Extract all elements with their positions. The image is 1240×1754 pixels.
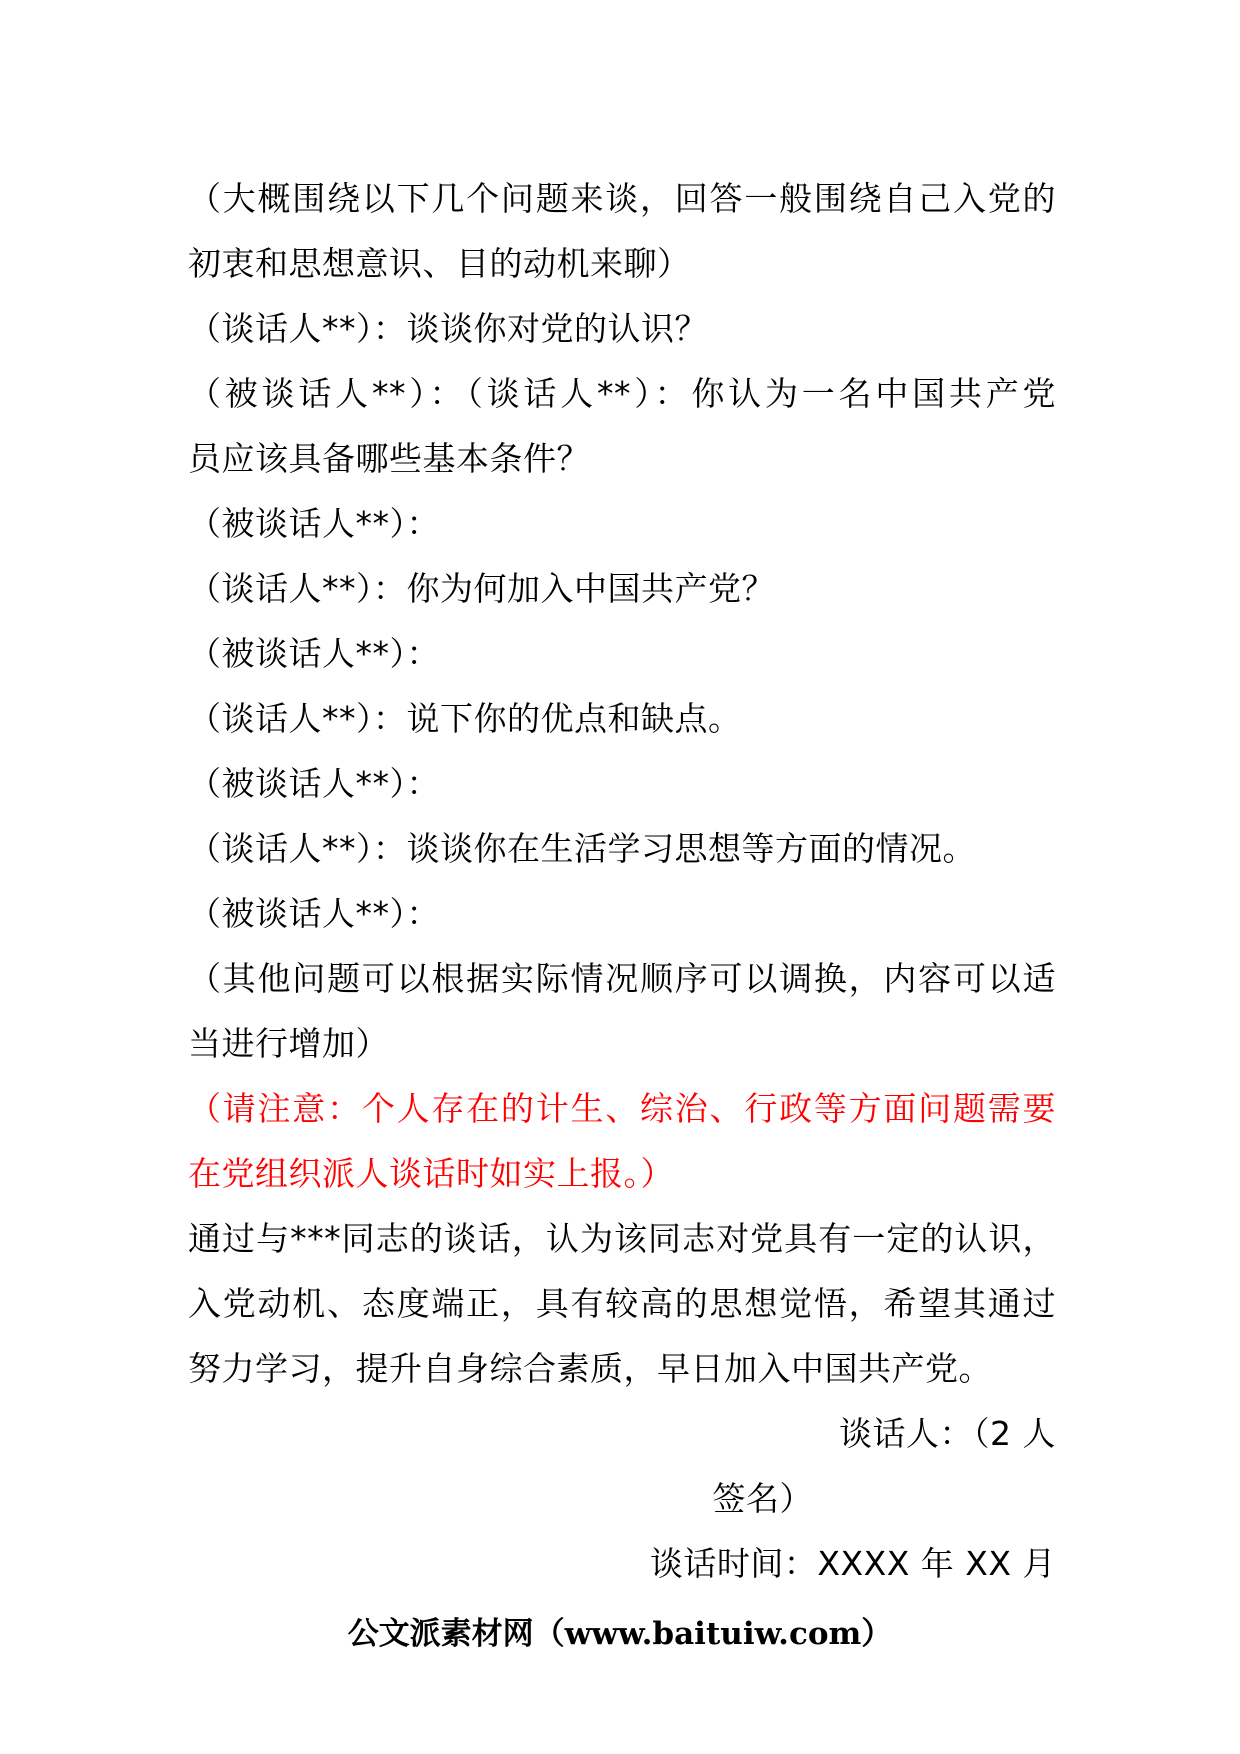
answer-4: （被谈话人**）： bbox=[188, 764, 440, 803]
other-note-line-2: 当进行增加） bbox=[188, 1024, 389, 1063]
question-1: （谈话人**）：谈谈你对党的认识？ bbox=[188, 309, 708, 348]
date-line: 谈话时间：XXXX 年 XX 月 bbox=[649, 1544, 1056, 1583]
answer-2: （被谈话人**）： bbox=[188, 504, 440, 543]
attention-note-line-1: （请注意：个人存在的计生、综治、行政等方面问题需要 bbox=[188, 1089, 1056, 1128]
conclusion-line-3: 努力学习，提升自身综合素质，早日加入中国共产党。 bbox=[188, 1349, 992, 1388]
answer-5: （被谈话人**）： bbox=[188, 894, 440, 933]
other-note-line-1: （其他问题可以根据实际情况顺序可以调换，内容可以适 bbox=[188, 959, 1056, 998]
question-3: （谈话人**）：你为何加入中国共产党？ bbox=[188, 569, 775, 608]
signature-line-1: 谈话人：（2 人 bbox=[839, 1414, 1056, 1453]
question-5: （谈话人**）：谈谈你在生活学习思想等方面的情况。 bbox=[188, 829, 976, 868]
intro-line-1: （大概围绕以下几个问题来谈，回答一般围绕自己入党的 bbox=[188, 179, 1056, 218]
intro-line-2: 初衷和思想意识、目的动机来聊） bbox=[188, 244, 691, 283]
answer-3: （被谈话人**）： bbox=[188, 634, 440, 673]
conclusion-line-1: 通过与***同志的谈话，认为该同志对党具有一定的认识， bbox=[188, 1219, 1056, 1258]
signature-line-2: 签名） bbox=[712, 1479, 813, 1518]
question-2-line-1: （被谈话人**）：（谈话人**）：你认为一名中国共产党 bbox=[188, 374, 1056, 413]
question-4: （谈话人**）：说下你的优点和缺点。 bbox=[188, 699, 742, 738]
attention-note-line-2: 在党组织派人谈话时如实上报。） bbox=[188, 1154, 674, 1193]
question-2-line-2: 员应该具备哪些基本条件？ bbox=[188, 439, 590, 478]
footer-watermark: 公文派素材网（www.baituiw.com） bbox=[347, 1616, 893, 1652]
document-body bbox=[188, 166, 1056, 1596]
conclusion-line-2: 入党动机、态度端正，具有较高的思想觉悟，希望其通过 bbox=[188, 1284, 1056, 1323]
